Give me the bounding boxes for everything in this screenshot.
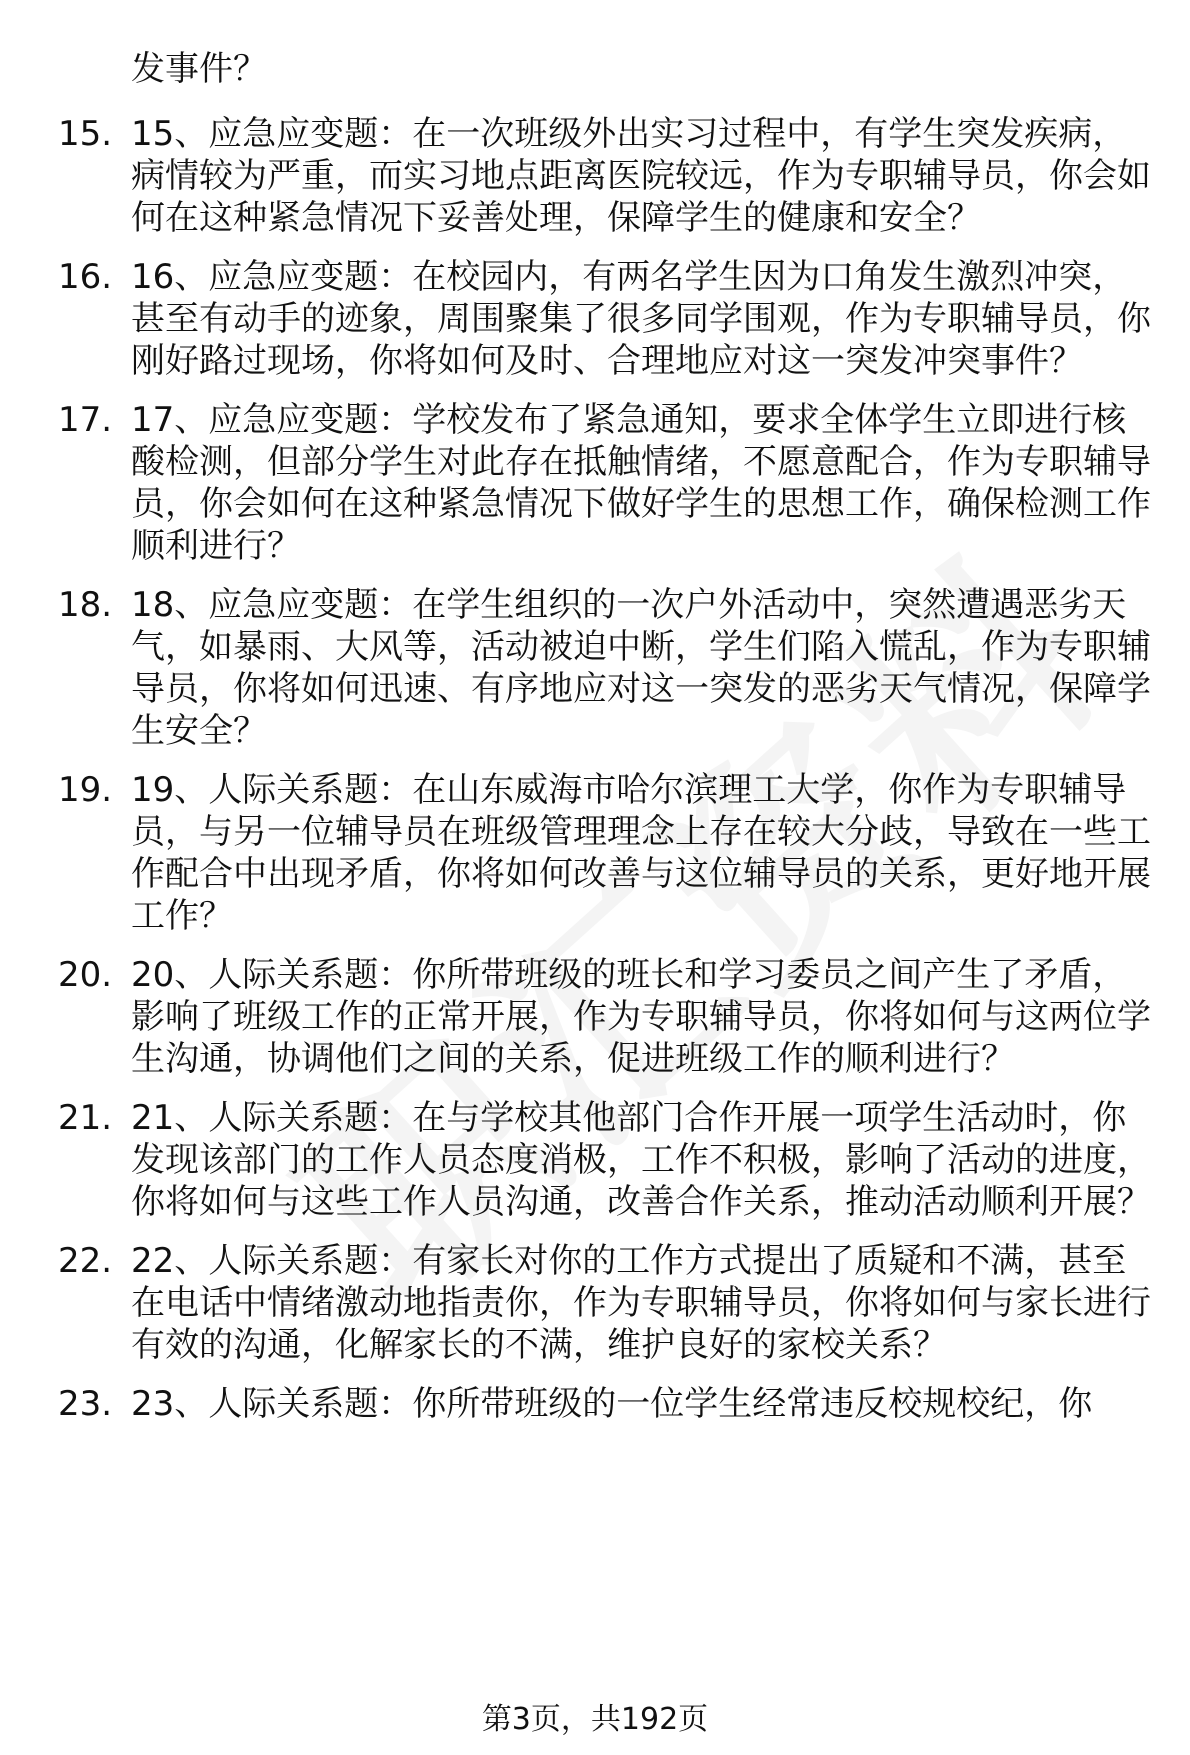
list-item [58,769,1151,937]
item-number: 22. [58,1241,113,1281]
item-text: 18、应急应变题：在学生组织的一次户外活动中，突然遭遇恶劣天气，如暴雨、大风等，活动被迫中断，学生们陷入慌乱，作为专职辅导员，你将如何迅速、有序地应对这一突发的恶劣天气情况，保障学生安全？ [131,585,1151,751]
list-item [58,1097,1151,1223]
item-text: 19、人际关系题：在山东威海市哈尔滨理工大学，你作为专职辅导员，与另一位辅导员在班级管理理念上存在较大分歧，导致在一些工作配合中出现矛盾，你将如何改善与这位辅导员的关系，更好地开展工作？ [131,770,1151,936]
question-list [58,113,1158,1442]
item-text: 23、人际关系题：你所带班级的一位学生经常违反校规校纪，你 [131,1384,1093,1424]
list-item [58,1383,1151,1425]
item-number: 19. [58,770,113,810]
item-number: 18. [58,585,113,625]
carryover-text: 发事件？ [131,49,267,89]
item-number: 17. [58,400,113,440]
item-number: 16. [58,257,113,297]
list-item [58,399,1151,567]
item-text: 20、人际关系题：你所带班级的班长和学习委员之间产生了矛盾，影响了班级工作的正常开展，作为专职辅导员，你将如何与这两位学生沟通，协调他们之间的关系，促进班级工作的顺利进行？ [131,955,1151,1079]
item-number: 15. [58,114,113,154]
list-item [58,113,1151,239]
page-footer: 第3页，共192页 [481,1702,709,1737]
item-number: 23. [58,1384,113,1424]
item-text: 21、人际关系题：在与学校其他部门合作开展一项学生活动时，你发现该部门的工作人员态度消极，工作不积极，影响了活动的进度，你将如何与这些工作人员沟通，改善合作关系，推动活动顺利开展？ [131,1098,1151,1222]
list-item [58,954,1151,1080]
list-item [58,1240,1151,1366]
list-item [58,584,1151,752]
item-text: 17、应急应变题：学校发布了紧急通知，要求全体学生立即进行核酸检测，但部分学生对此存在抵触情绪，不愿意配合，作为专职辅导员，你会如何在这种紧急情况下做好学生的思想工作，确保检测工作顺利进行？ [131,400,1151,566]
item-number: 20. [58,955,113,995]
list-item [58,256,1151,382]
item-number: 21. [58,1098,113,1138]
item-text: 15、应急应变题：在一次班级外出实习过程中，有学生突发疾病，病情较为严重，而实习地点距离医院较远，作为专职辅导员，你会如何在这种紧急情况下妥善处理，保障学生的健康和安全？ [131,114,1151,238]
item-text: 22、人际关系题：有家长对你的工作方式提出了质疑和不满，甚至在电话中情绪激动地指责你，作为专职辅导员，你将如何与家长进行有效的沟通，化解家长的不满，维护良好的家校关系？ [131,1241,1151,1365]
item-text: 16、应急应变题：在校园内，有两名学生因为口角发生激烈冲突，甚至有动手的迹象，周围聚集了很多同学围观，作为专职辅导员，你刚好路过现场，你将如何及时、合理地应对这一突发冲突事件？ [131,257,1151,381]
